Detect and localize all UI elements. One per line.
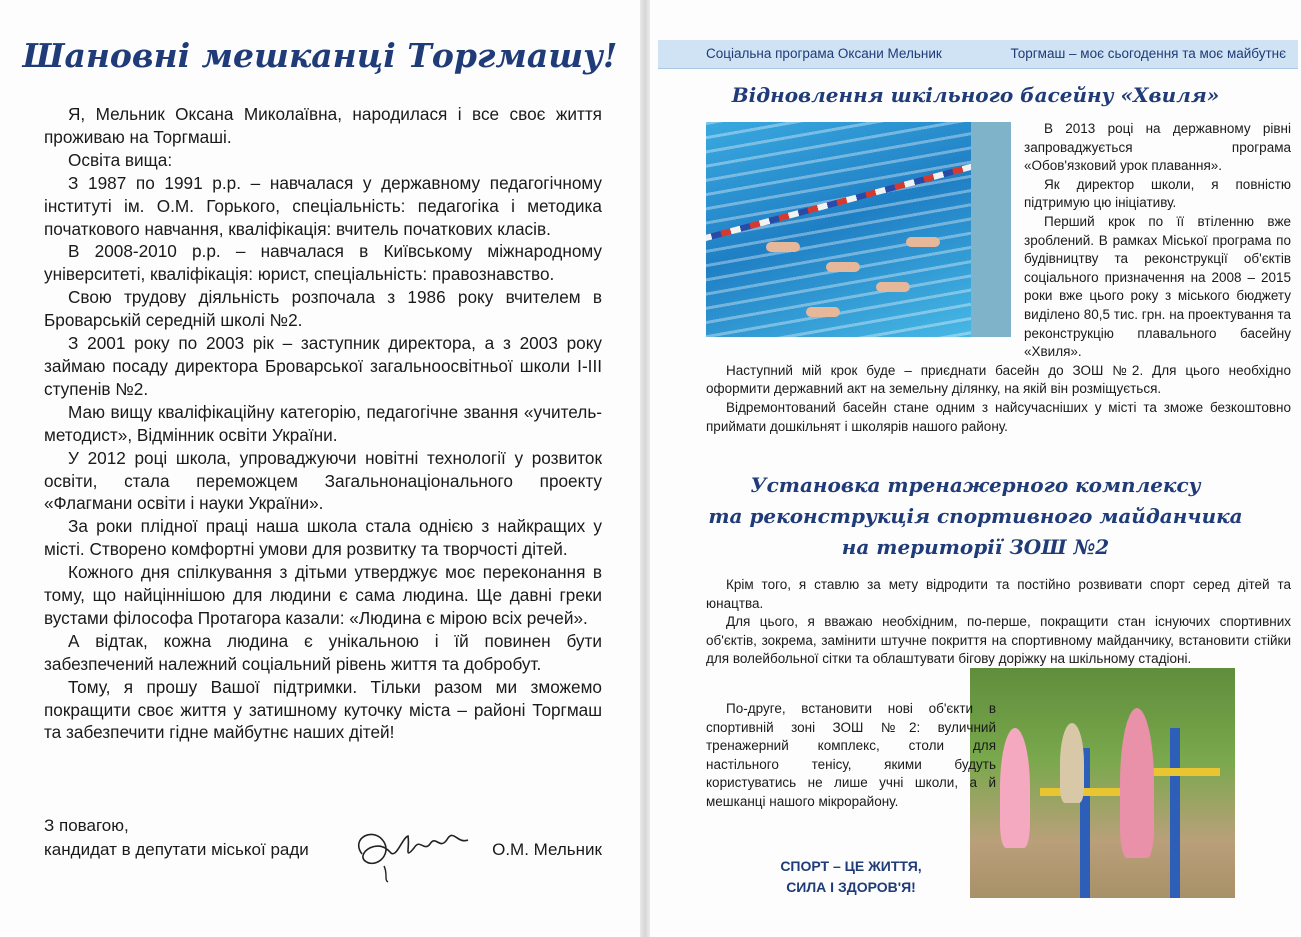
sport-title-line: на території ЗОШ №2 — [841, 535, 1110, 559]
sport-paragraph — [706, 613, 1291, 669]
letter-paragraph: За роки плідної праці наша школа стала однією з найкращих у місті. Створено комфортні умови для розвитку та творчості дітей. — [44, 516, 602, 560]
sport-paragraph-text: Для цього, я вважаю необхідним, по-перше, покращити стан існуючих спортивних об'єктів, зокрема, замінити штучне покриття на спортивному майданчику, встановити стійки для волейбольної сітки та облаштувати бігову доріжку на шкільному стадіоні. — [706, 614, 1291, 667]
page-fold — [640, 0, 650, 937]
letter-paragraph: В 2008-2010 р.р. – навчалася в Київському міжнародному університеті, кваліфікація: юрист, спеціальність: правознавство. — [44, 241, 602, 285]
header-slogan: Торгмаш – моє сьогодення та моє майбутнє — [1010, 46, 1286, 61]
child-figure — [1060, 723, 1084, 803]
equipment-pole — [1170, 728, 1180, 898]
equipment-bar — [1040, 788, 1130, 796]
letter-paragraph: Освіта вища: — [68, 149, 173, 170]
sport-title-line: Установка тренажерного комплексу — [750, 473, 1201, 497]
letter-paragraph: Маю вищу кваліфікаційну категорію, педагогічне звання «учитель-методист», Відмінник освіти України. — [44, 401, 602, 445]
signer-name: О.М. Мельник — [492, 840, 602, 859]
header-band — [658, 40, 1298, 69]
letter-paragraph: У 2012 році школа, упроваджуючи новітні технології у розвиток освіти, стала переможцем Загальнонаціонального проекту «Флагмани освіти і науки України». — [44, 447, 602, 514]
pool-section-title: Відновлення шкільного басейну «Хвиля» — [731, 83, 1220, 107]
playground-photo — [970, 668, 1235, 898]
letter-paragraph: Кожного дня спілкування з дітьми утверджує моє переконання в тому, що найціннішою для людини є сама людина. Ще давні греки вустами філософа Протагора казали: «Людина є мірою всіх речей». — [44, 562, 602, 628]
letter-paragraph: Свою трудову діяльність розпочала з 1986 року вчителем в Броварській середній школі №2. — [44, 287, 602, 331]
signature-icon — [344, 808, 474, 888]
child-figure — [1000, 728, 1030, 848]
sport-paragraph: Крім того, я ставлю за мету відродити та постійно розвивати спорт серед дітей та юнацтва. — [706, 577, 1291, 611]
right-page — [650, 0, 1301, 937]
candidate-line: кандидат в депутати міської ради — [44, 840, 309, 859]
page-title: Шановні мешканці Торгмашу! — [22, 36, 618, 75]
child-figure — [1120, 708, 1154, 858]
slogan-line: СПОРТ – ЦЕ ЖИТТЯ, — [780, 858, 922, 874]
sport-title-line: та реконструкція спортивного майданчика — [708, 504, 1243, 528]
left-page — [0, 0, 640, 937]
sport-side-text — [706, 700, 996, 812]
closing-line: З повагою, — [44, 816, 129, 835]
pool-section-text — [706, 120, 1291, 436]
letter-paragraph: З 2001 року по 2003 рік – заступник директора, а з 2003 року займаю посаду директора Броварської загальноосвітньої школи І-ІІІ ступенів №2. — [44, 333, 602, 399]
sport-section-text — [706, 576, 1291, 669]
sport-paragraph: По-друге, встановити нові об'єкти в спортивній зоні ЗОШ №2: вуличний тренажерний комплекс, столи для настільного тенісу, якими будуть користуватись не лише учні школи, а й мешканці нашого мікрорайону. — [706, 701, 996, 809]
letter-paragraph: А відтак, кожна людина є унікальною і їй повинен бути забезпечений належний соціальний рівень життя та добробут. — [44, 630, 602, 674]
slogan-line: СИЛА І ЗДОРОВ'Я! — [786, 879, 916, 895]
pool-paragraph: Наступний мій крок буде – приєднати басейн до ЗОШ №2. Для цього необхідно оформити державний акт на земельну ділянку, на якій він розміщується. — [706, 362, 1291, 397]
sport-slogan — [706, 856, 996, 898]
header-program-title: Соціальна програма Оксани Мельник — [706, 46, 942, 61]
letter-paragraph: Я, Мельник Оксана Миколаївна, народилася і все своє життя проживаю на Торгмаші. — [44, 104, 602, 147]
letter-body — [44, 103, 602, 744]
pool-paragraph: В 2013 році на державному рівні запроваджується програма «Обов'язковий урок плавання». — [1024, 121, 1291, 174]
signature-block — [44, 814, 602, 862]
letter-paragraph: Тому, я прошу Вашої підтримки. Тільки разом ми зможемо покращити своє життя у затишному куточку міста – районі Торгмаш та забезпечити гідне майбутнє наших дітей! — [44, 676, 602, 743]
pool-paragraph: Перший крок по її втіленню вже зроблений. В рамках Міської програма по будівництву та реконструкції об'єктів соціального призначення на 2008 – 2015 роки вже цього року з міського бюджету виділено 80,5 тис. грн. на проектування та реконструкцію плавального басейну «Хвиля». — [1024, 213, 1291, 360]
pool-paragraph: Відремонтований басейн стане одним з найсучасніших у місті та зможе безкоштовно приймати дошкільнят і школярів нашого району. — [706, 399, 1291, 434]
pool-paragraph: Як директор школи, я повністю підтримую цю ініціативу. — [1024, 176, 1291, 211]
letter-paragraph: З 1987 по 1991 р.р. – навчалася у державному педагогічному інституті ім. О.М. Горького, спеціальність: педагогіка і методика початкового навчання, кваліфікація: вчитель початкових класів. — [44, 172, 602, 239]
